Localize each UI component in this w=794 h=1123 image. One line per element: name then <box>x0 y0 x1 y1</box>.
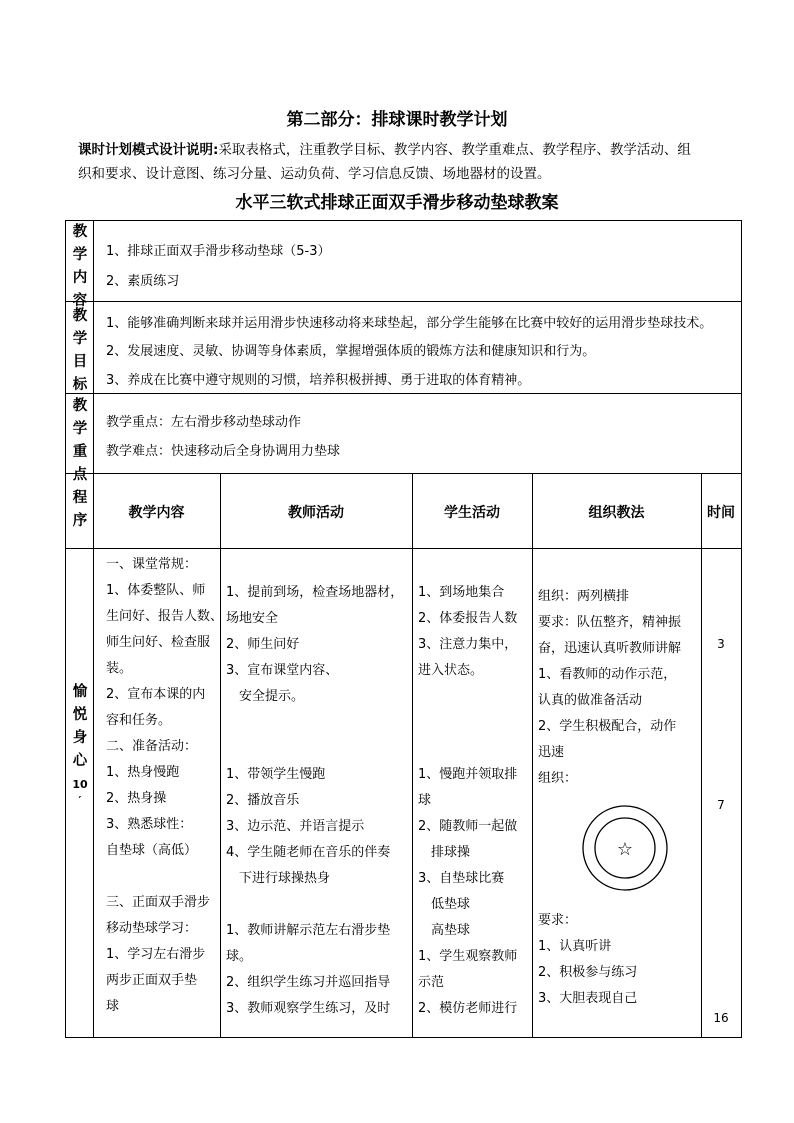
org-line: 2、学生积极配合，动作 <box>538 719 677 734</box>
section-label: 愉 悦 身 心 <box>72 684 88 769</box>
teacher-line: 2、师生问好 <box>226 637 300 652</box>
header-procedure: 程 序 <box>72 490 88 529</box>
content-item: 2、素质练习 <box>106 274 180 289</box>
student-line: 2、体委报告人数 <box>418 611 518 626</box>
teacher-line: 3、宣布课堂内容、 <box>226 663 339 678</box>
content-line: 2、宣布本课的内 <box>106 687 206 702</box>
lesson-plan-table <box>65 220 742 1038</box>
student-line: 球 <box>418 793 432 808</box>
org-column-bottom <box>538 908 637 1012</box>
content-line: 移动垫球学习： <box>106 921 198 936</box>
student-line: 示范 <box>418 975 445 990</box>
org-line: 组织：两列横排 <box>538 589 630 604</box>
teacher-line: 2、播放音乐 <box>226 793 300 808</box>
content-line: 装。 <box>106 661 133 676</box>
content-line: 2、热身操 <box>106 791 167 806</box>
star-icon: ☆ <box>616 839 634 860</box>
row-divider <box>66 473 741 474</box>
student-line: 1、到场地集合 <box>418 585 505 600</box>
formation-diagram <box>580 803 670 893</box>
org-line: 要求：队伍整齐，精神振 <box>538 615 682 630</box>
student-line <box>418 710 517 736</box>
student-line: 2、随教师一起做 <box>418 819 518 834</box>
teacher-line: 2、组织学生练习并巡回指导 <box>226 975 391 990</box>
header-org: 组织教法 <box>588 505 645 521</box>
design-note-text-2: 织和要求、设计意图、练习分量、运动负荷、学习信息反馈、场地器材的设置。 <box>78 166 551 182</box>
org-line: 3、大胆表现自己 <box>538 991 638 1006</box>
teacher-line: 下进行球操热身 <box>226 871 331 886</box>
teacher-column <box>226 580 403 1022</box>
content-line: 三、正面双手滑步 <box>106 895 211 910</box>
content-line: 师生问好、检查服 <box>106 635 211 650</box>
student-line <box>418 684 517 710</box>
row-divider <box>66 548 741 549</box>
header-content: 教学内容 <box>128 505 185 521</box>
content-line: 一、课堂常规： <box>106 557 198 572</box>
col-divider <box>701 473 702 1037</box>
col-divider <box>532 473 533 1037</box>
content-column <box>106 552 223 1020</box>
teacher-line <box>226 710 403 736</box>
content-line <box>106 864 223 890</box>
content-line: 1、热身慢跑 <box>106 765 180 780</box>
org-line: 奋，迅速认真听教师讲解 <box>538 641 682 656</box>
col-divider <box>412 473 413 1037</box>
teacher-line: 安全提示。 <box>226 689 305 704</box>
student-line: 排球操 <box>418 845 471 860</box>
header-teacher: 教师活动 <box>288 505 344 521</box>
design-note-text-1: 采取表格式，注重教学目标、教学内容、教学重难点、教学程序、教学活动、组 <box>218 142 691 158</box>
keypoint-item: 教学难点：快速移动后全身协调用力垫球 <box>106 444 341 459</box>
content-line: 1、学习左右滑步 <box>106 947 206 962</box>
org-line: 2、积极参与练习 <box>538 965 638 980</box>
student-line: 1、慢跑并领取排 <box>418 767 518 782</box>
student-line: 2、模仿老师进行 <box>418 1001 518 1016</box>
teacher-line: 球。 <box>226 949 253 964</box>
time-value: 3 <box>717 637 725 651</box>
keypoint-item: 教学重点：左右滑步移动垫球动作 <box>106 415 302 430</box>
org-line: 要求： <box>538 913 578 928</box>
content-line: 生问好、报告人数、 <box>106 609 224 624</box>
teacher-line: 4、学生随老师在音乐的伴奏 <box>226 845 391 860</box>
keypoints-label: 教 学 重 点 <box>72 398 88 483</box>
content-label: 教 学 内 容 <box>72 224 88 309</box>
teacher-line: 3、边示范、并语言提示 <box>226 819 365 834</box>
org-line: 认真的做准备活动 <box>538 693 643 708</box>
goals-label: 教 学 目 标 <box>72 308 88 393</box>
student-line: 低垫球 <box>418 897 471 912</box>
row-divider <box>66 301 741 302</box>
header-student: 学生活动 <box>444 505 500 521</box>
goal-item: 2、发展速度、灵敏、协调等身体素质，掌握增强体质的锻炼方法和健康知识和行为。 <box>106 344 596 359</box>
student-line: 3、注意力集中， <box>418 637 518 652</box>
org-column-top <box>538 584 681 792</box>
teacher-line <box>226 892 403 918</box>
student-line <box>418 736 517 762</box>
teacher-line: 3、教师观察学生练习，及时 <box>226 1001 391 1016</box>
lesson-title: 水平三软式排球正面双手滑步移动垫球教案 <box>235 193 559 213</box>
goal-item: 1、能够准确判断来球并运用滑步快速移动将来球垫起，部分学生能够在比赛中较好的运用滑步垫球技术。 <box>106 316 713 331</box>
design-note-label: 课时计划模式设计说明: <box>78 142 219 158</box>
org-line: 1、看教师的动作示范， <box>538 667 677 682</box>
page-title: 第二部分：排球课时教学计划 <box>286 110 508 130</box>
student-line: 3、自垫球比赛 <box>418 871 505 886</box>
org-line: 1、认真听讲 <box>538 939 612 954</box>
content-line: 球 <box>106 999 120 1014</box>
teacher-line: 场地安全 <box>226 611 279 626</box>
content-line: 容和任务。 <box>106 713 172 728</box>
design-note <box>78 138 728 186</box>
content-line: 自垫球（高低） <box>106 843 198 858</box>
content-line: 1、体委整队、师 <box>106 583 206 598</box>
org-line: 迅速 <box>538 745 565 760</box>
teacher-line: 1、带领学生慢跑 <box>226 767 326 782</box>
org-line: 组织： <box>538 771 578 786</box>
content-line: 两步正面双手垫 <box>106 973 198 988</box>
teacher-line <box>226 736 403 762</box>
content-item: 1、排球正面双手滑步移动垫球（5-3） <box>106 244 331 259</box>
student-line: 1、学生观察教师 <box>418 949 518 964</box>
teacher-line: 1、提前到场，检查场地器材， <box>226 585 404 600</box>
time-value: 16 <box>713 1011 729 1025</box>
student-line: 高垫球 <box>418 923 471 938</box>
student-line: 进入状态。 <box>418 663 484 678</box>
teacher-line: 1、教师讲解示范左右滑步垫 <box>226 923 391 938</box>
time-value: 7 <box>717 798 725 812</box>
content-line: 3、熟悉球性： <box>106 817 193 832</box>
section-minutes: 10 ′ <box>72 778 88 807</box>
col-divider <box>93 221 94 1037</box>
student-column <box>418 580 517 1022</box>
content-line: 二、准备活动： <box>106 739 198 754</box>
goal-item: 3、养成在比赛中遵守规则的习惯，培养积极拼搏、勇于进取的体育精神。 <box>106 373 531 388</box>
header-time: 时间 <box>707 505 735 521</box>
